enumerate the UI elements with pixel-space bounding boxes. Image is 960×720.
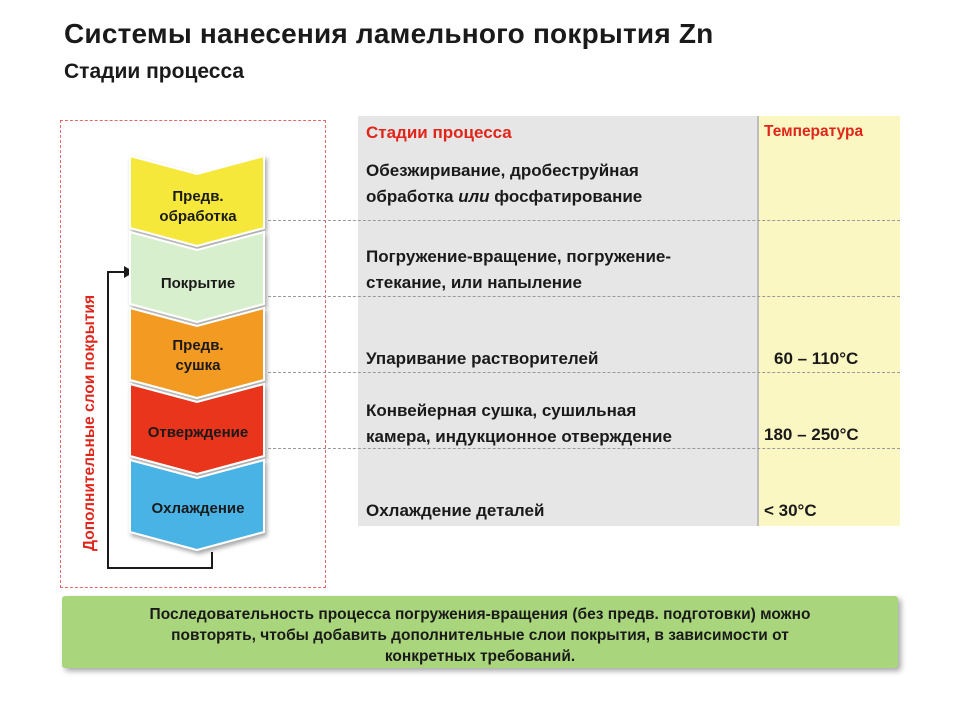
description-emphasis: или: [458, 187, 490, 206]
description-line: [366, 184, 754, 210]
temperature-curing: 180 – 250°C: [764, 425, 859, 444]
description-line: Охлаждение деталей: [366, 501, 545, 520]
description-line: Погружение-вращение, погружение-: [366, 247, 672, 266]
stage-column-header: Стадии процесса: [366, 123, 512, 142]
footer-line: повторять, чтобы добавить дополнительные слои покрытия, в зависимости от: [171, 627, 789, 644]
temperature-predrying: 60 – 110°C: [774, 349, 859, 368]
page-subtitle: Стадии процесса: [64, 60, 245, 83]
row-description-curing: [366, 398, 754, 450]
footer-line: конкретных требований.: [384, 648, 576, 665]
stage-label-curing: [130, 423, 266, 443]
row-separator: [268, 372, 900, 373]
stage-label-line: обработка: [159, 208, 237, 225]
description-line: камера, индукционное отверждение: [366, 427, 672, 446]
description-text: фосфатирование: [489, 187, 643, 206]
side-label-text: Дополнительные слои покрытия: [81, 294, 98, 552]
description-line: Упаривание растворителей: [366, 349, 599, 368]
stage-label-line: Предв.: [172, 337, 224, 354]
row-description-predrying: [366, 346, 754, 372]
stage-label-cooling: [130, 499, 266, 519]
page-title: Системы нанесения ламельного покрытия Zn: [64, 18, 714, 49]
stage-label-line: Предв.: [172, 188, 224, 205]
stage-label-coating: [130, 274, 266, 294]
footer-note: [72, 604, 888, 667]
stage-label-predrying: [130, 336, 266, 376]
column-divider: [757, 116, 759, 526]
stage-label-pretreatment: [130, 187, 266, 227]
description-text: обработка: [366, 187, 459, 206]
temperature-column-header: Температура: [764, 123, 864, 140]
stage-label-line: Охлаждение: [151, 500, 245, 517]
temperature-cooling: < 30°C: [764, 501, 817, 520]
description-line: Обезжиривание, дробеструйная: [366, 161, 639, 180]
stage-label-line: Отверждение: [147, 424, 249, 441]
stage-label-line: Покрытие: [160, 275, 236, 292]
row-separator: [268, 220, 900, 221]
row-description-pretreatment: [366, 158, 754, 210]
stage-label-line: сушка: [175, 357, 221, 374]
description-line: Конвейерная сушка, сушильная: [366, 401, 637, 420]
row-separator: [268, 296, 900, 297]
temperature-column-bg: [758, 116, 900, 526]
description-line: стекание, или напыление: [366, 273, 582, 292]
footer-line: Последовательность процесса погружения-вращения (без предв. подготовки) можно: [149, 606, 811, 623]
row-description-cooling: [366, 498, 754, 524]
row-description-coating: [366, 244, 754, 296]
